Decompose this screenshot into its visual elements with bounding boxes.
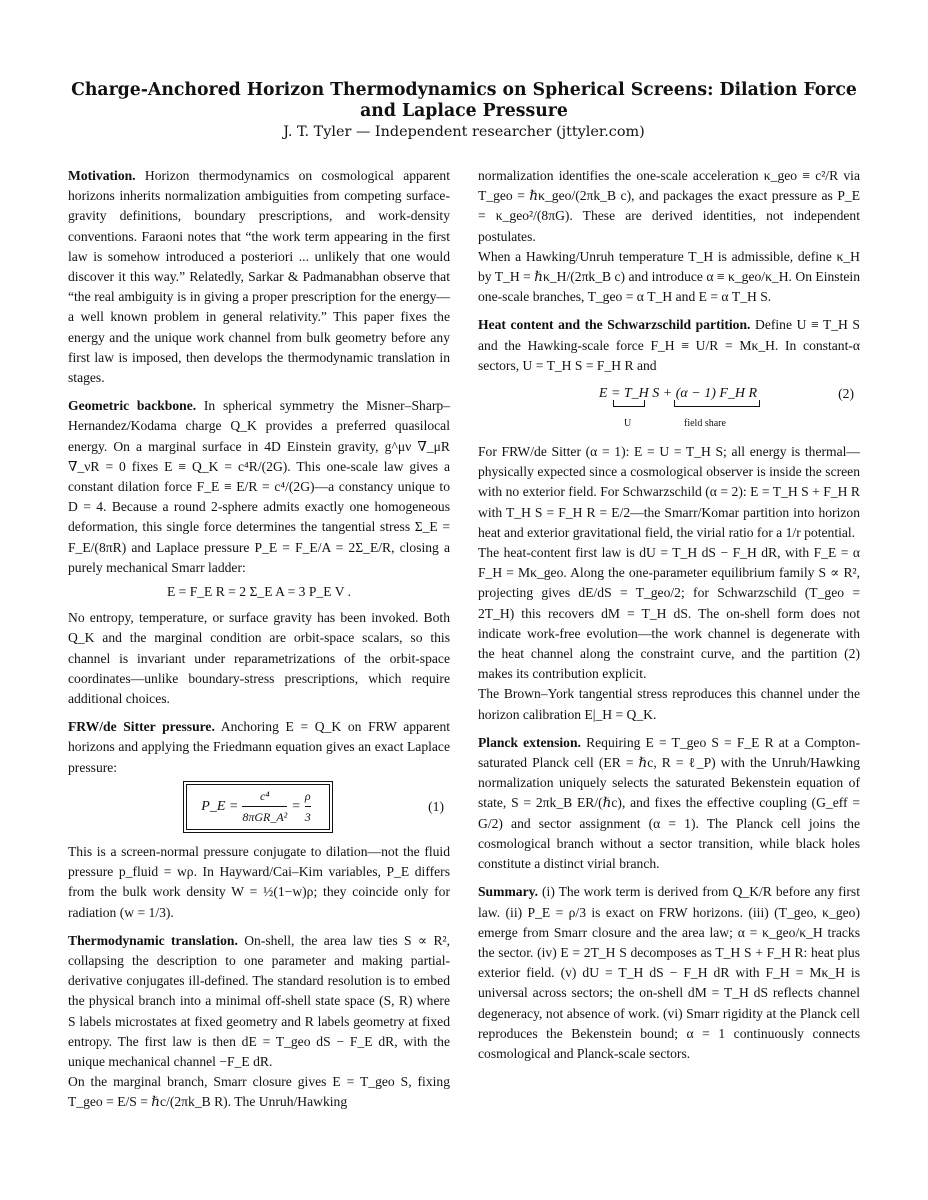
eq2-brace-a — [613, 400, 645, 407]
brown-york-paragraph: The Brown–York tangential stress reproduces this channel under the horizon calibration E|_H = Q_K. — [478, 686, 860, 722]
heat-heading: Heat content and the Schwarzschild partition. — [478, 317, 751, 333]
eq2-term-b: (α − 1) F_H R — [675, 386, 758, 402]
eq2-plus: + — [662, 386, 673, 402]
eq1-numerator: c⁴ — [260, 789, 270, 804]
thermo-heading: Thermodynamic translation. — [68, 932, 238, 948]
continued-paragraph: normalization identifies the one-scale acceleration κ_geo ≡ c²/R via T_geo = ℏκ_geo/(2πk_B c), and packages the exact pressure as P_E = κ_geo²/(8πG). These are derived identities, not independent postulates. — [478, 168, 860, 244]
equation-1-box — [186, 784, 330, 830]
summary-text: (i) The work term is derived from Q_K/R before any first law. (ii) P_E = ρ/3 is exact on FRW horizons. (iii) (T_geo, κ_geo) emerge from Smarr closure and the area law; α = κ_geo/κ_H tracks the sector. (iv) E = 2T_H S decomposes as T_H S + F_H R: heat plus exterior field. (v) dU = T_H dS − F_H dR with F_H = Mκ_H is universal across sectors; the on-shell dM = T_H dS reflects channel degeneracy, not absence of work. (vi) Smarr rigidity at the Planck cell reproduces the Bekenstein bound; α = 1 continuously connects cosmological and Planck-scale sectors. — [478, 884, 860, 1061]
hawking-paragraph: When a Hawking/Unruh temperature T_H is admissible, define κ_H by T_H = ℏκ_H/(2πk_B c) and introduce α ≡ κ_geo/κ_H. On Einstein one-scale branches, T_geo = α T_H and E = α T_H S. — [478, 248, 860, 305]
thermo-paragraph-2: On the marginal branch, Smarr closure gives E = T_geo S, fixing T_geo = E/S = ℏc/(2πk_B R). The Unruh/Hawking — [68, 1074, 450, 1110]
geometric-after-paragraph: No entropy, temperature, or surface gravity has been invoked. Both Q_K and the marginal condition are orbit-space scalars, so this channel is invariant under reparametrizations of the orbit-space coordinates—unlike boundary-stress prescriptions, which require additional choices. — [68, 610, 450, 707]
smarr-ladder-equation: E = F_E R = 2 Σ_E A = 3 P_E V . — [166, 584, 352, 600]
planck-heading: Planck extension. — [478, 734, 581, 750]
motivation-paragraph — [68, 166, 450, 388]
equation-1-row — [68, 784, 450, 832]
author-line: J. T. Tyler — Independent researcher (jttyler.com) — [283, 124, 645, 140]
planck-text: Requiring E = T_geo S = F_E R at a Compton-saturated Planck cell (ER = ℏc, R = ℓ_P) with the Unruh/Hawking normalization uniquely selects the saturated Bekenstein equation of state, S = 2πk_B ER/(ℏc), and fixes the effective coupling (G_eff = G/2) and sector assignment (α = 1). The Planck cell joins the cosmological branch without a sector transition, while black holes constitute a distinct virial branch. — [478, 734, 860, 872]
thermo-paragraph — [68, 931, 450, 1072]
summary-paragraph — [478, 882, 860, 1064]
first-law-paragraph: The heat-content first law is dU = T_H dS − F_H dR, with F_E = α F_H = Mκ_geo. Along the one-parameter equilibrium family S ∝ R², projecting gives dE/dS = T_geo/2; for Schwarzschild (T_geo = 2T_H) this recovers dM = T_H dS. The on-shell form does not indicate work-free evolution—the work channel is degenerate with the heat channel along the constraint curve, and the partition (2) makes its contribution explicit. — [478, 545, 860, 682]
equation-2-row — [478, 382, 860, 434]
eq1-equals: = — [291, 798, 301, 814]
heat-paragraph — [478, 315, 860, 376]
frw-text: Anchoring E = Q_K on FRW apparent horizons and applying the Friedmann equation gives an exact Laplace pressure: — [68, 719, 451, 775]
equation-2-number: (2) — [838, 386, 854, 402]
geometric-text: In spherical symmetry the Misner–Sharp–Hernandez/Kodama charge Q_K provides a preferred quasilocal energy. On a marginal surface in 4D Einstein gravity, g^μν ∇_μR ∇_νR = 0 fixes E ≡ Q_K = c⁴R/(2G). This one-scale law gives a constant dilation force F_E ≡ E/R = c⁴/(2G)—a constancy unique to D = 4. Because a round 2-sphere admits exactly one homogeneous deformation, this single force determines the tangential stress Σ_E = F_E/(8πR) and Laplace pressure P_E = F_E/A = 2Σ_E/R, closing a purely mechanical Smarr ladder: — [68, 398, 450, 575]
frw-after-paragraph: This is a screen-normal pressure conjugate to dilation—not the fluid pressure p_fluid = wρ. In Hayward/Cai–Kim variables, P_E differs from the bulk work density W = ½(1−w)ρ; they coincide only for radiation (w = 1/3). — [68, 843, 450, 920]
motivation-text: Horizon thermodynamics on cosmological apparent horizons inherits normalization ambiguities from competing surface-gravity definitions, boundary prescriptions, and work-density conventions. Faraoni notes that “the work term appearing in the first law is somehow introduced a posteriori ... unlikely that one would discover it this way.” Relatedly, Sarkar & Padmanabhan observe that “the real ambiguity is in giving a proper prescription for the energy—a well known problem in general relativity.” This paper fixes the energy and the unique work channel from bulk geometry before any first law is imposed, then develops the thermodynamic translation in stages. — [68, 168, 450, 386]
eq2-label-u: U — [624, 418, 632, 430]
paper-title: Charge-Anchored Horizon Thermodynamics on Spherical Screens: Dilation Force and Laplace Pressure — [71, 80, 857, 121]
left-column — [68, 166, 450, 1113]
eq2-term-a: T_H S — [623, 386, 660, 402]
geometric-paragraph — [68, 396, 450, 578]
sector-paragraph: For FRW/de Sitter (α = 1): E = U = T_H S; all energy is thermal—physically expected since a cosmological observer is inside the screen with no exterior field. For Schwarzschild (α = 2): E = T_H S + F_H R with T_H S = F_H R = E/2—the Smarr/Komar partition into horizon heat and exterior gravitational field, the virial ratio for a 1/r potential. — [478, 444, 860, 540]
right-column — [478, 166, 860, 1064]
summary-heading: Summary. — [478, 884, 539, 900]
heat-text: Define U ≡ T_H S and the Hawking-scale force F_H ≡ U/R = Mκ_H. In constant-α sectors, U = T_H S = F_H R and — [478, 317, 860, 373]
geometric-heading: Geometric backbone. — [68, 398, 197, 414]
eq1-denominator: 8πGR_A² — [242, 810, 288, 825]
eq1-denominator-2: 3 — [304, 810, 311, 825]
thermo-text: On-shell, the area law ties S ∝ R², collapsing the description to one parameter and making partial-derivative conjugates ill-defined. The standard resolution is to embed the physical branch into a minimal off-shell state space (S, R) where S labels microstates at fixed geometry and R labels geometry at fixed entropy. The first law is then dE = T_geo dS − F_E dR, with the unique mechanical channel −F_E dR. — [68, 932, 450, 1069]
eq2-label-field: field share — [684, 418, 726, 430]
motivation-heading: Motivation. — [68, 168, 136, 183]
frw-paragraph — [68, 717, 450, 778]
equation-1-number: (1) — [428, 798, 444, 814]
eq2-lhs: E = — [598, 386, 621, 402]
eq2-brace-b — [674, 400, 760, 407]
eq1-numerator-2: ρ — [304, 789, 311, 804]
eq1-lhs: P_E = — [201, 798, 239, 814]
frw-heading: FRW/de Sitter pressure. — [68, 719, 215, 735]
planck-paragraph — [478, 733, 860, 874]
